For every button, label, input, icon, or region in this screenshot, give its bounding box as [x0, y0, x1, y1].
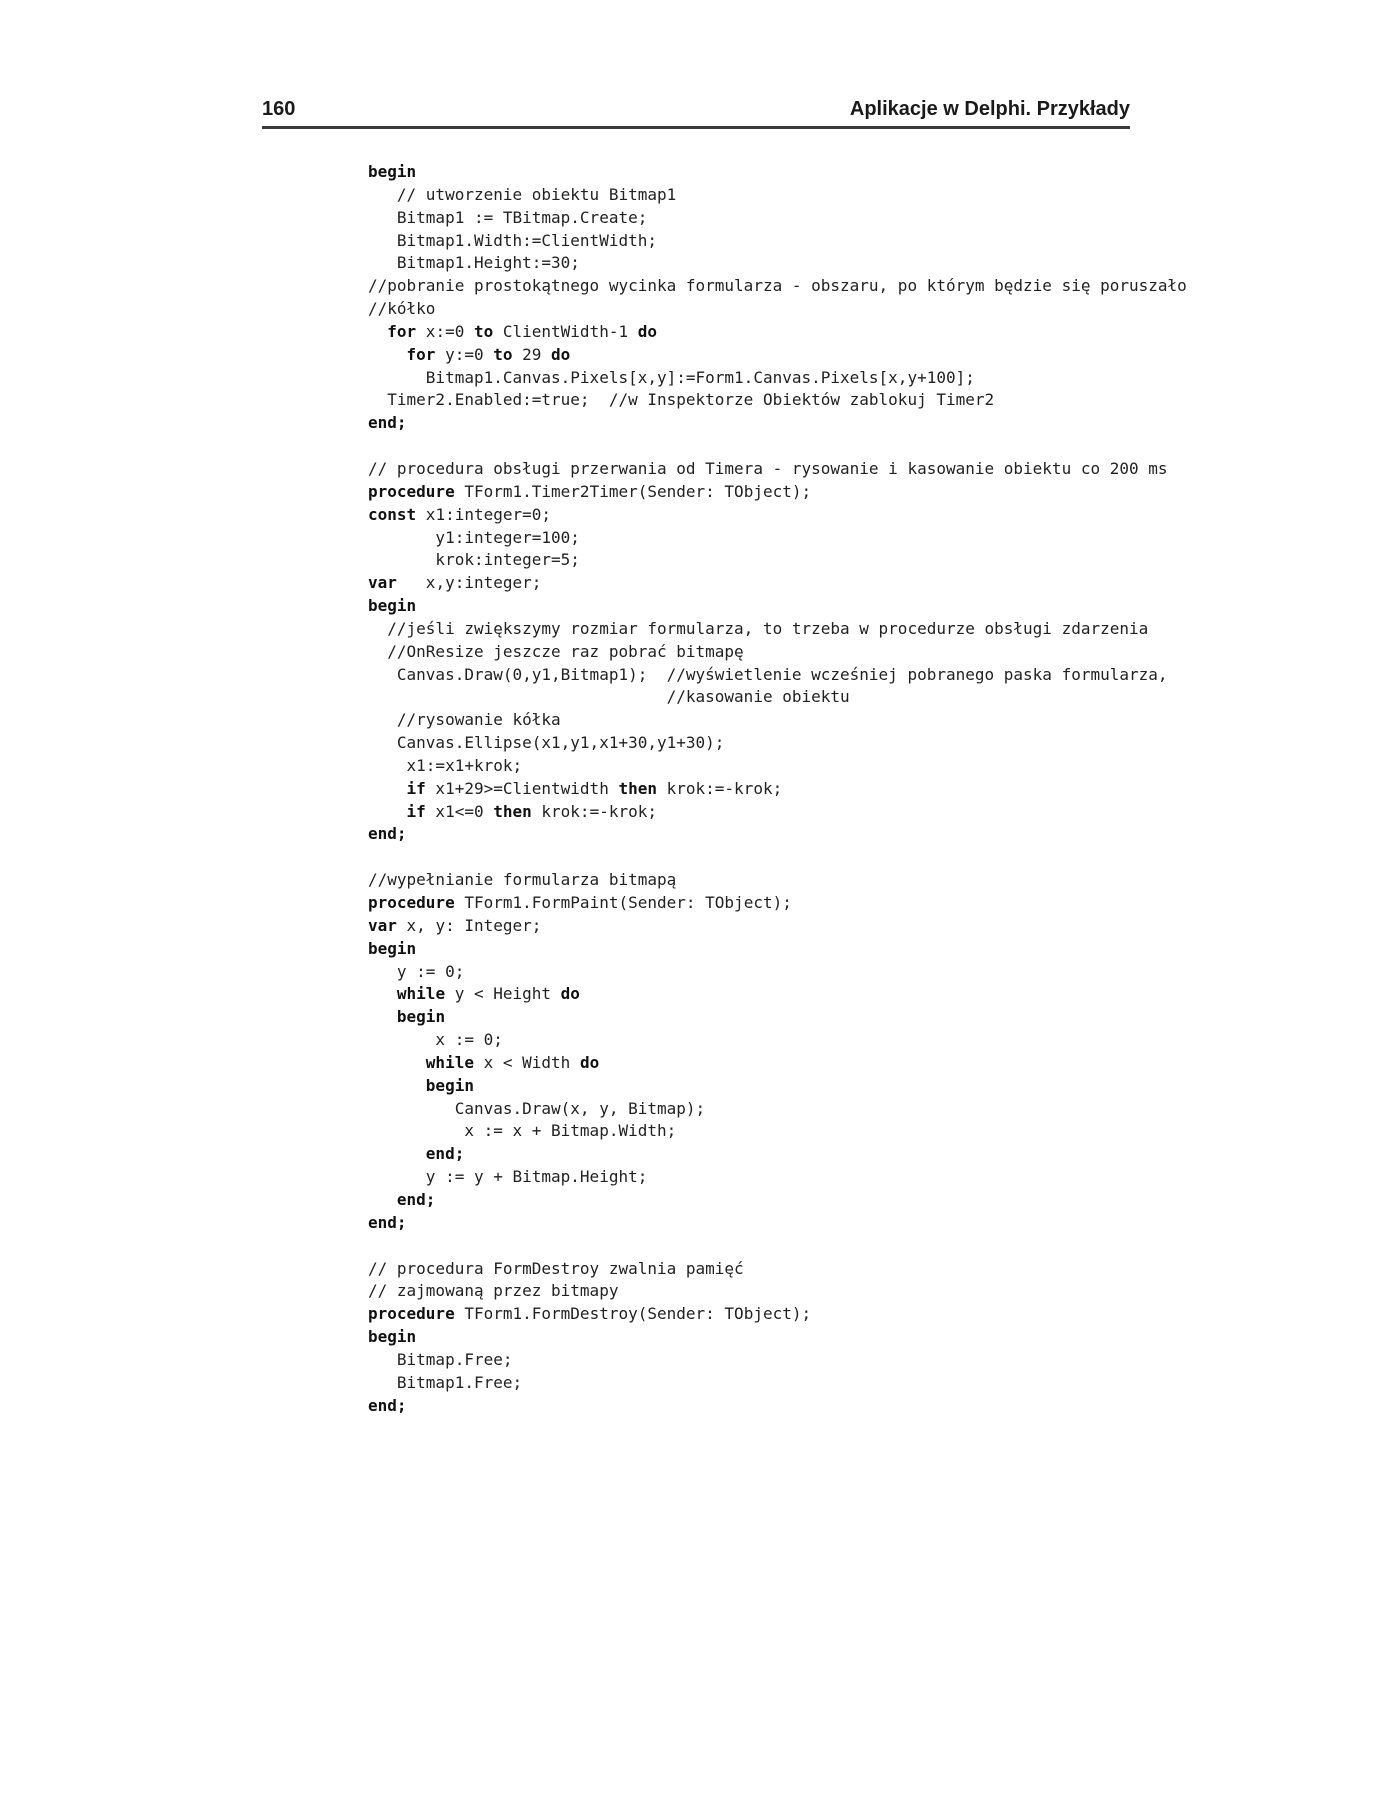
code-line	[368, 801, 1148, 824]
code-text: x, y: Integer;	[396, 915, 542, 935]
code-text	[368, 1053, 426, 1072]
code-line	[368, 618, 1148, 641]
code-text: x1:integer=0;	[416, 504, 552, 524]
code-keyword: end;	[368, 1395, 407, 1415]
code-line	[368, 1303, 1148, 1326]
code-text: Bitmap1.Free;	[368, 1372, 523, 1392]
code-line	[368, 1143, 1148, 1166]
code-line	[368, 1212, 1148, 1235]
code-text: x,y:integer;	[396, 573, 542, 593]
code-text: //rysowanie kółka	[368, 710, 561, 730]
code-text: //OnResize jeszcze raz pobrać bitmapę	[368, 641, 744, 661]
code-keyword: begin	[396, 1007, 446, 1027]
code-text: x := x + Bitmap.Width;	[368, 1121, 677, 1141]
code-line	[368, 435, 1148, 458]
code-line	[368, 252, 1148, 275]
code-text: krok:integer=5;	[368, 550, 580, 570]
code-text	[368, 984, 397, 1003]
code-text: x1<=0	[425, 801, 494, 821]
code-line	[368, 1029, 1148, 1052]
code-text	[368, 1076, 426, 1095]
code-line	[368, 207, 1148, 230]
code-keyword: then	[493, 801, 532, 821]
code-keyword: while	[425, 1052, 474, 1072]
code-keyword: begin	[368, 938, 417, 958]
code-text: Canvas.Draw(x, y, Bitmap);	[368, 1098, 706, 1118]
code-text: Timer2.Enabled:=true; //w Inspektorze Obiektów zablokuj Timer2	[368, 390, 995, 410]
code-text	[368, 345, 407, 364]
code-text: Bitmap1.Height:=30;	[368, 253, 580, 273]
code-line	[368, 778, 1148, 801]
code-line	[368, 892, 1148, 915]
code-text: Bitmap.Free;	[368, 1349, 513, 1369]
code-line	[368, 915, 1148, 938]
code-line	[368, 1120, 1148, 1143]
code-keyword: begin	[368, 162, 417, 181]
code-text: Bitmap1.Width:=ClientWidth;	[368, 230, 657, 250]
code-text: y1:integer=100;	[368, 527, 580, 547]
code-line	[368, 527, 1148, 550]
code-keyword: do	[551, 344, 571, 364]
code-keyword: begin	[425, 1075, 474, 1095]
code-line	[368, 389, 1148, 412]
code-text: //wypełnianie formularza bitmapą	[368, 870, 677, 890]
code-text: // utworzenie obiektu Bitmap1	[368, 184, 677, 204]
code-line	[368, 458, 1168, 481]
code-text	[368, 779, 407, 798]
code-line	[368, 595, 1148, 618]
code-keyword: then	[618, 778, 657, 798]
code-text: //pobranie prostokątnego wycinka formularza - obszaru, po którym będzie się poruszało	[368, 276, 1187, 296]
code-text: krok:=-krok;	[656, 778, 783, 798]
code-line	[368, 1006, 1148, 1029]
code-keyword: to	[473, 321, 494, 341]
code-line	[368, 1098, 1148, 1121]
code-line	[368, 1395, 1148, 1418]
code-listing	[368, 161, 1187, 1417]
code-text: TForm1.FormDestroy(Sender: TObject);	[454, 1304, 812, 1324]
code-text	[368, 802, 407, 821]
code-keyword: for	[387, 321, 417, 341]
code-line	[368, 367, 1148, 390]
running-title: Aplikacje w Delphi. Przykłady	[849, 98, 1130, 120]
code-keyword: var	[368, 573, 397, 593]
code-line	[368, 1075, 1148, 1098]
code-line	[368, 321, 1148, 344]
code-text: TForm1.FormPaint(Sender: TObject);	[454, 893, 792, 912]
code-line	[368, 641, 1148, 664]
code-text: x < Width	[473, 1052, 580, 1072]
code-line	[368, 823, 1148, 846]
code-line	[368, 572, 1148, 595]
code-text: //jeśli zwiększymy rozmiar formularza, to trzeba w procedurze obsługi zdarzenia	[368, 618, 1149, 638]
code-keyword: procedure	[368, 893, 455, 912]
code-line	[368, 1189, 1148, 1212]
code-text: TForm1.Timer2Timer(Sender: TObject);	[454, 481, 812, 501]
code-text: x1+29>=Clientwidth	[425, 778, 619, 798]
code-line	[368, 755, 1148, 778]
code-line	[368, 1280, 1148, 1303]
code-line	[368, 983, 1148, 1006]
code-line	[368, 184, 1148, 207]
code-keyword: end;	[368, 1212, 407, 1232]
code-text	[368, 322, 387, 341]
code-text: Bitmap1 := TBitmap.Create;	[368, 207, 648, 227]
code-line	[368, 1326, 1148, 1349]
code-text: y < Height	[445, 984, 561, 1004]
code-keyword: if	[406, 778, 426, 798]
code-line	[368, 344, 1148, 367]
code-line	[368, 686, 1148, 709]
code-keyword: var	[368, 915, 397, 935]
code-text: //kółko	[368, 299, 436, 319]
code-keyword: end;	[368, 824, 407, 844]
code-text: ClientWidth-1	[493, 321, 638, 341]
code-keyword: begin	[368, 1327, 417, 1347]
code-line	[368, 1235, 1148, 1258]
code-keyword: do	[579, 1052, 600, 1072]
code-line	[368, 709, 1148, 732]
code-text: // procedura obsługi przerwania od Timera - rysowanie i kasowanie obiektu co 200 ms	[368, 458, 1168, 478]
code-text: // zajmowaną przez bitmapy	[368, 1281, 619, 1301]
code-line	[368, 961, 1148, 984]
code-keyword: begin	[368, 596, 417, 616]
code-text: x1:=x1+krok;	[368, 755, 523, 775]
code-text: y := 0;	[368, 961, 465, 981]
code-text	[368, 1144, 426, 1163]
code-keyword: end;	[396, 1189, 436, 1209]
code-line	[368, 938, 1148, 961]
code-keyword: end;	[368, 413, 407, 433]
code-line	[368, 1372, 1148, 1395]
code-keyword: to	[493, 344, 513, 364]
code-text: x:=0	[416, 321, 474, 341]
code-line	[368, 298, 1148, 321]
code-text: Bitmap1.Canvas.Pixels[x,y]:=Form1.Canvas.Pixels[x,y+100];	[368, 367, 975, 387]
code-text: //kasowanie obiektu	[368, 687, 850, 707]
page-number: 160	[262, 98, 296, 120]
code-line	[368, 846, 1148, 869]
code-line	[368, 869, 1148, 892]
code-line	[368, 412, 1148, 435]
code-keyword: procedure	[368, 481, 455, 501]
code-text: y:=0	[435, 344, 494, 364]
code-text: // procedura FormDestroy zwalnia pamięć	[368, 1258, 744, 1278]
code-line	[368, 230, 1148, 253]
code-text: Canvas.Draw(0,y1,Bitmap1); //wyświetlenie wcześniej pobranego paska formularza,	[368, 664, 1168, 684]
code-keyword: while	[396, 984, 446, 1004]
code-line	[368, 1166, 1148, 1189]
code-text	[368, 1190, 397, 1209]
page-header	[262, 96, 1130, 129]
code-keyword: const	[368, 504, 417, 524]
code-line	[368, 504, 1148, 527]
code-text: y := y + Bitmap.Height;	[368, 1167, 648, 1187]
code-text: 29	[512, 344, 552, 364]
code-line	[368, 1258, 1148, 1281]
code-text	[368, 1007, 397, 1026]
code-line	[368, 275, 1187, 298]
code-keyword: end;	[425, 1144, 465, 1164]
code-line	[368, 161, 1148, 184]
code-keyword: procedure	[368, 1304, 455, 1324]
code-keyword: if	[406, 801, 426, 821]
code-text: x := 0;	[368, 1030, 503, 1050]
code-keyword: do	[637, 321, 657, 341]
code-line	[368, 1349, 1148, 1372]
code-line	[368, 481, 1148, 504]
code-line	[368, 1052, 1148, 1075]
code-keyword: for	[406, 344, 436, 364]
code-text: krok:=-krok;	[531, 801, 657, 821]
code-keyword: do	[560, 984, 580, 1004]
code-text: Canvas.Ellipse(x1,y1,x1+30,y1+30);	[368, 733, 725, 753]
code-line	[368, 549, 1148, 572]
code-line	[368, 732, 1148, 755]
code-line	[368, 664, 1168, 687]
